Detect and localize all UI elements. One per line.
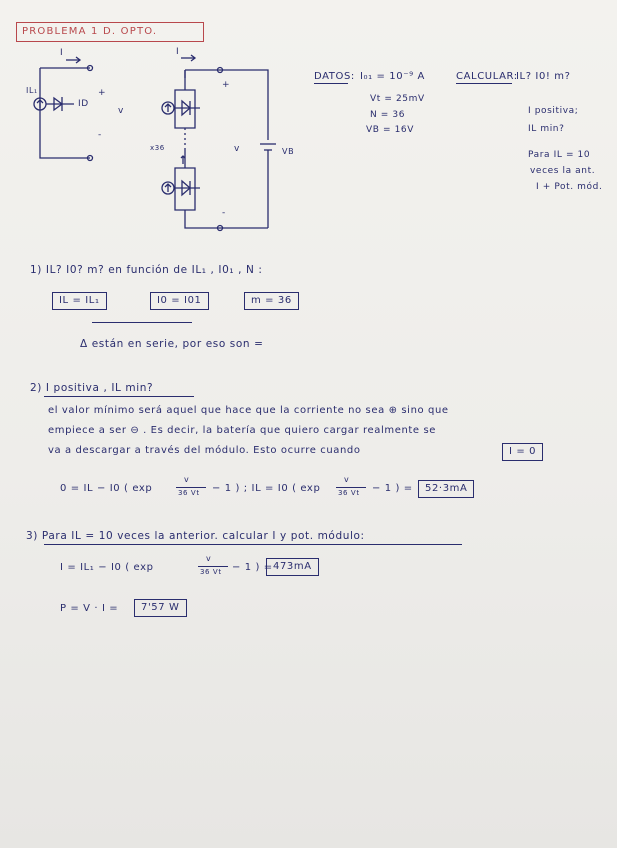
datos-label: DATOS: — [314, 71, 355, 82]
q3-result-current: 473mA — [266, 558, 319, 576]
string-multiplier: x36 — [150, 144, 165, 152]
single-diode-label: ID — [78, 99, 89, 109]
calcular-item-1: IL? I0! m? — [516, 71, 571, 82]
q1-box-io: I0 = I01 — [150, 292, 209, 310]
calcular-underline — [456, 83, 512, 84]
q2-frac1-num: v — [184, 475, 190, 484]
q2-line-2: empiece a ser ⊖ . Es decir, la batería que quiero cargar realmente se — [48, 425, 437, 436]
q2-heading: 2) I positiva , IL min? — [30, 382, 154, 394]
q3-result-power: 7'57 W — [134, 599, 187, 617]
q2-eq-tail: − 1 ) = — [372, 483, 413, 494]
q2-line-3: va a descargar a través del módulo. Esto ocurre cuando — [48, 445, 361, 456]
single-minus: - — [98, 130, 102, 140]
battery-label: VB — [282, 147, 295, 156]
calcular-label: CALCULAR: — [456, 71, 518, 82]
q2-eq-mid: − 1 ) ; IL = I0 ( exp — [212, 483, 321, 494]
q3-frac-num: v — [206, 554, 212, 563]
q2-result: 52·3mA — [418, 480, 474, 498]
string-plus: + — [222, 80, 231, 90]
q2-line-1: el valor mínimo será aquel que hace que la corriente no sea ⊕ sino que — [48, 405, 449, 416]
calcular-item-3: IL min? — [528, 124, 565, 134]
q3-eq2-left: P = V · I = — [60, 603, 119, 614]
q1-box-m: m = 36 — [244, 292, 299, 310]
single-source-label: IL₁ — [26, 86, 38, 95]
q2-frac2-num: v — [344, 475, 350, 484]
calcular-item-5: veces la ant. — [530, 166, 596, 176]
datos-item-4: VB = 16V — [366, 125, 415, 135]
q2-eq-left: 0 = IL − I0 ( exp — [60, 483, 153, 494]
string-minus: - — [222, 208, 226, 218]
q1-note: Δ están en serie, por eso son = — [80, 338, 264, 350]
string-voltage: v — [234, 144, 240, 154]
q2-boxed-condition: I = 0 — [502, 443, 543, 461]
q2-underline — [44, 396, 194, 397]
calcular-item-6: I + Pot. mód. — [536, 182, 603, 192]
q1-heading: 1) IL? I0? m? en función de IL₁ , I0₁ , N : — [30, 264, 263, 276]
q1-brace — [92, 322, 192, 323]
q3-heading: 3) Para IL = 10 veces la anterior. calcular I y pot. módulo: — [26, 530, 365, 542]
q2-frac2-den: 36 Vt — [338, 489, 360, 497]
q3-eq1-left: I = IL₁ − I0 ( exp — [60, 562, 154, 573]
string-current-label: I — [176, 47, 180, 57]
datos-item-3: N = 36 — [370, 110, 406, 120]
single-voltage: v — [118, 106, 124, 116]
datos-underline — [314, 83, 348, 84]
q3-underline — [44, 544, 462, 545]
single-current-label: I — [60, 48, 64, 58]
datos-item-2: Vt = 25mV — [370, 94, 425, 104]
single-plus: + — [98, 88, 107, 98]
page-title: PROBLEMA 1 D. OPTO. — [22, 26, 158, 37]
calcular-item-4: Para IL = 10 — [528, 150, 591, 160]
q2-frac1-den: 36 Vt — [178, 489, 200, 497]
q3-frac-den: 36 Vt — [200, 568, 222, 576]
datos-item-1: I₀₁ = 10⁻⁹ A — [360, 71, 425, 82]
calcular-item-2: I positiva; — [528, 106, 579, 116]
q3-eq1-tail: − 1 ) = — [232, 562, 273, 573]
q1-box-il: IL = IL₁ — [52, 292, 107, 310]
